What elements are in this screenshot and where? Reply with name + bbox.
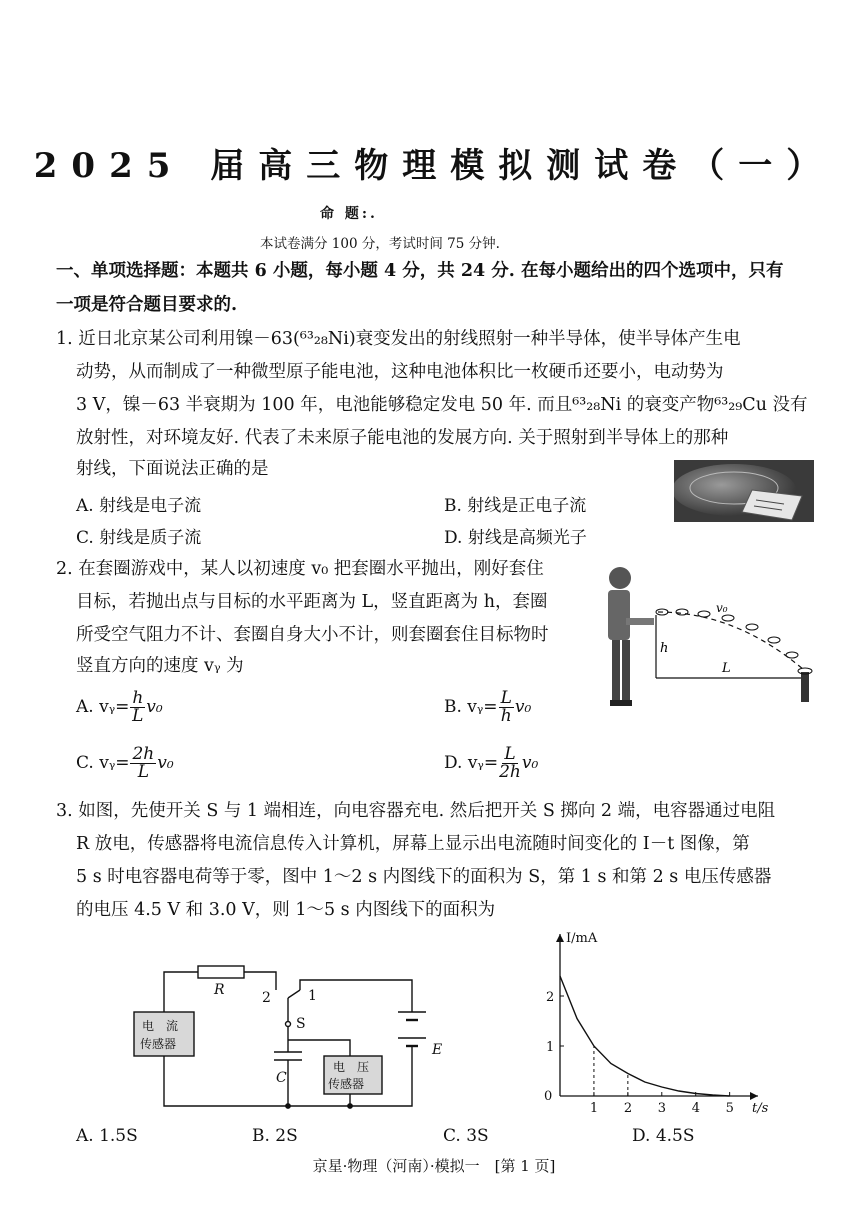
v0-label: v₀: [716, 601, 728, 615]
q3-line-3: 5 s 时电容器电荷等于零，图中 1～2 s 内图线下的面积为 S，第 1 s 和第 2 s 电压传感器: [76, 867, 772, 887]
target-bottle: [801, 672, 809, 702]
battery-photo: [674, 460, 814, 522]
svg-text:E: E: [432, 1042, 443, 1058]
q1-line-2: 动势，从而制成了一种微型原子能电池，这种电池体积比一枚硬币还要小，电动势为: [76, 362, 724, 382]
q2-line-4: 竖直方向的速度 vᵧ 为: [76, 656, 244, 676]
q2-line-1: 2. 在套圈游戏中，某人以初速度 v₀ 把套圈水平抛出，刚好套住: [56, 559, 544, 579]
L-label: L: [722, 661, 731, 676]
q3-option-b[interactable]: B. 2S: [252, 1126, 298, 1146]
svg-text:2: 2: [262, 990, 271, 1006]
x-axis-arrow: [750, 1092, 758, 1100]
q1-line-4: 放射性，对环境友好. 代表了未来原子能电池的发展方向. 关于照射到半导体上的那种: [76, 428, 729, 448]
x-tick-label: 3: [657, 1101, 667, 1116]
q1-line-5: 射线，下面说法正确的是: [76, 459, 269, 479]
q2-option-d[interactable]: D. vᵧ= $\frac{L}{2h}$ v₀: [444, 744, 539, 782]
q1-option-b[interactable]: B. 射线是正电子流: [444, 496, 587, 516]
q3-line-1: 3. 如图，先使开关 S 与 1 端相连，向电容器充电. 然后把开关 S 掷向 2 端，电容器通过电阻: [56, 801, 776, 821]
y-tick-label: 2: [546, 990, 555, 1005]
x-tick-label: 2: [623, 1101, 633, 1116]
section-heading-line2: 一项是符合题目要求的.: [56, 295, 238, 315]
q1-line-3: 3 V，镍－63 半衰期为 100 年，电池能够稳定发电 50 年. 而且⁶³₂₈Ni 的衰变产物⁶³₂₉Cu 没有: [76, 395, 808, 415]
q3-line-2: R 放电，传感器将电流信息传入计算机，屏幕上显示出电流随时间变化的 I－t 图像，第: [76, 834, 750, 854]
h-label: h: [660, 641, 669, 656]
resistor: [198, 966, 244, 978]
svg-text:1: 1: [308, 988, 317, 1004]
svg-text:电 压: 电 压: [333, 1060, 370, 1074]
q3-option-a[interactable]: A. 1.5S: [76, 1126, 138, 1146]
svg-text:S: S: [296, 1016, 306, 1032]
q1-option-c[interactable]: C. 射线是质子流: [76, 528, 202, 548]
circuit-diagram: [128, 958, 458, 1116]
y-axis-arrow: [556, 934, 564, 942]
svg-text:R: R: [214, 982, 225, 998]
svg-text:传感器: 传感器: [328, 1077, 365, 1091]
q3-option-c[interactable]: C. 3S: [443, 1126, 489, 1146]
q3-option-d[interactable]: D. 4.5S: [632, 1126, 695, 1146]
y-axis-label: I/mA: [566, 931, 598, 946]
x-tick-label: 1: [589, 1101, 599, 1116]
ring-toss-figure: [596, 560, 818, 716]
q1-line-1: 1. 近日北京某公司利用镍－63(⁶³₂₈Ni)衰变发出的射线照射一种半导体，使半导体产生电: [56, 329, 741, 349]
exam-info: 本试卷满分 100 分，考试时间 75 分钟.: [260, 236, 500, 252]
svg-text:传感器: 传感器: [140, 1037, 177, 1051]
q1-option-a[interactable]: A. 射线是电子流: [76, 496, 202, 516]
section-heading-line1: 一、单项选择题：本题共 6 小题，每小题 4 分，共 24 分. 在每小题给出的四个选项中，只有: [56, 261, 784, 281]
q3-line-4: 的电压 4.5 V 和 3.0 V，则 1～5 s 内图线下的面积为: [76, 900, 496, 920]
q2-option-a[interactable]: A. vᵧ= $\frac{h}{L}$ v₀: [76, 688, 163, 726]
page-title: 2025 届高三物理模拟测试卷（一）: [33, 146, 835, 186]
svg-text:C: C: [276, 1070, 287, 1086]
q2-option-c[interactable]: C. vᵧ= $\frac{2h}{L}$ v₀: [76, 744, 174, 782]
x-axis-label: t/s: [752, 1101, 769, 1116]
person-head: [609, 567, 631, 589]
page-footer: 京星·物理（河南）·模拟一 [第 1 页]: [312, 1157, 556, 1175]
author-label: 命 题:.: [320, 206, 378, 222]
series-line: [560, 976, 730, 1096]
origin-label: 0: [544, 1089, 553, 1104]
current-time-chart: [530, 924, 770, 1116]
x-tick-label: 4: [691, 1101, 700, 1116]
q2-line-2: 目标，若抛出点与目标的水平距离为 L，竖直距离为 h，套圈: [76, 592, 548, 612]
x-tick-label: 5: [725, 1101, 734, 1116]
q1-option-d[interactable]: D. 射线是高频光子: [444, 528, 587, 548]
svg-text:电 流: 电 流: [142, 1019, 179, 1033]
y-tick-label: 1: [546, 1040, 555, 1055]
q2-option-b[interactable]: B. vᵧ= $\frac{L}{h}$ v₀: [444, 688, 532, 726]
q2-line-3: 所受空气阻力不计、套圈自身大小不计，则套圈套住目标物时: [76, 625, 549, 645]
